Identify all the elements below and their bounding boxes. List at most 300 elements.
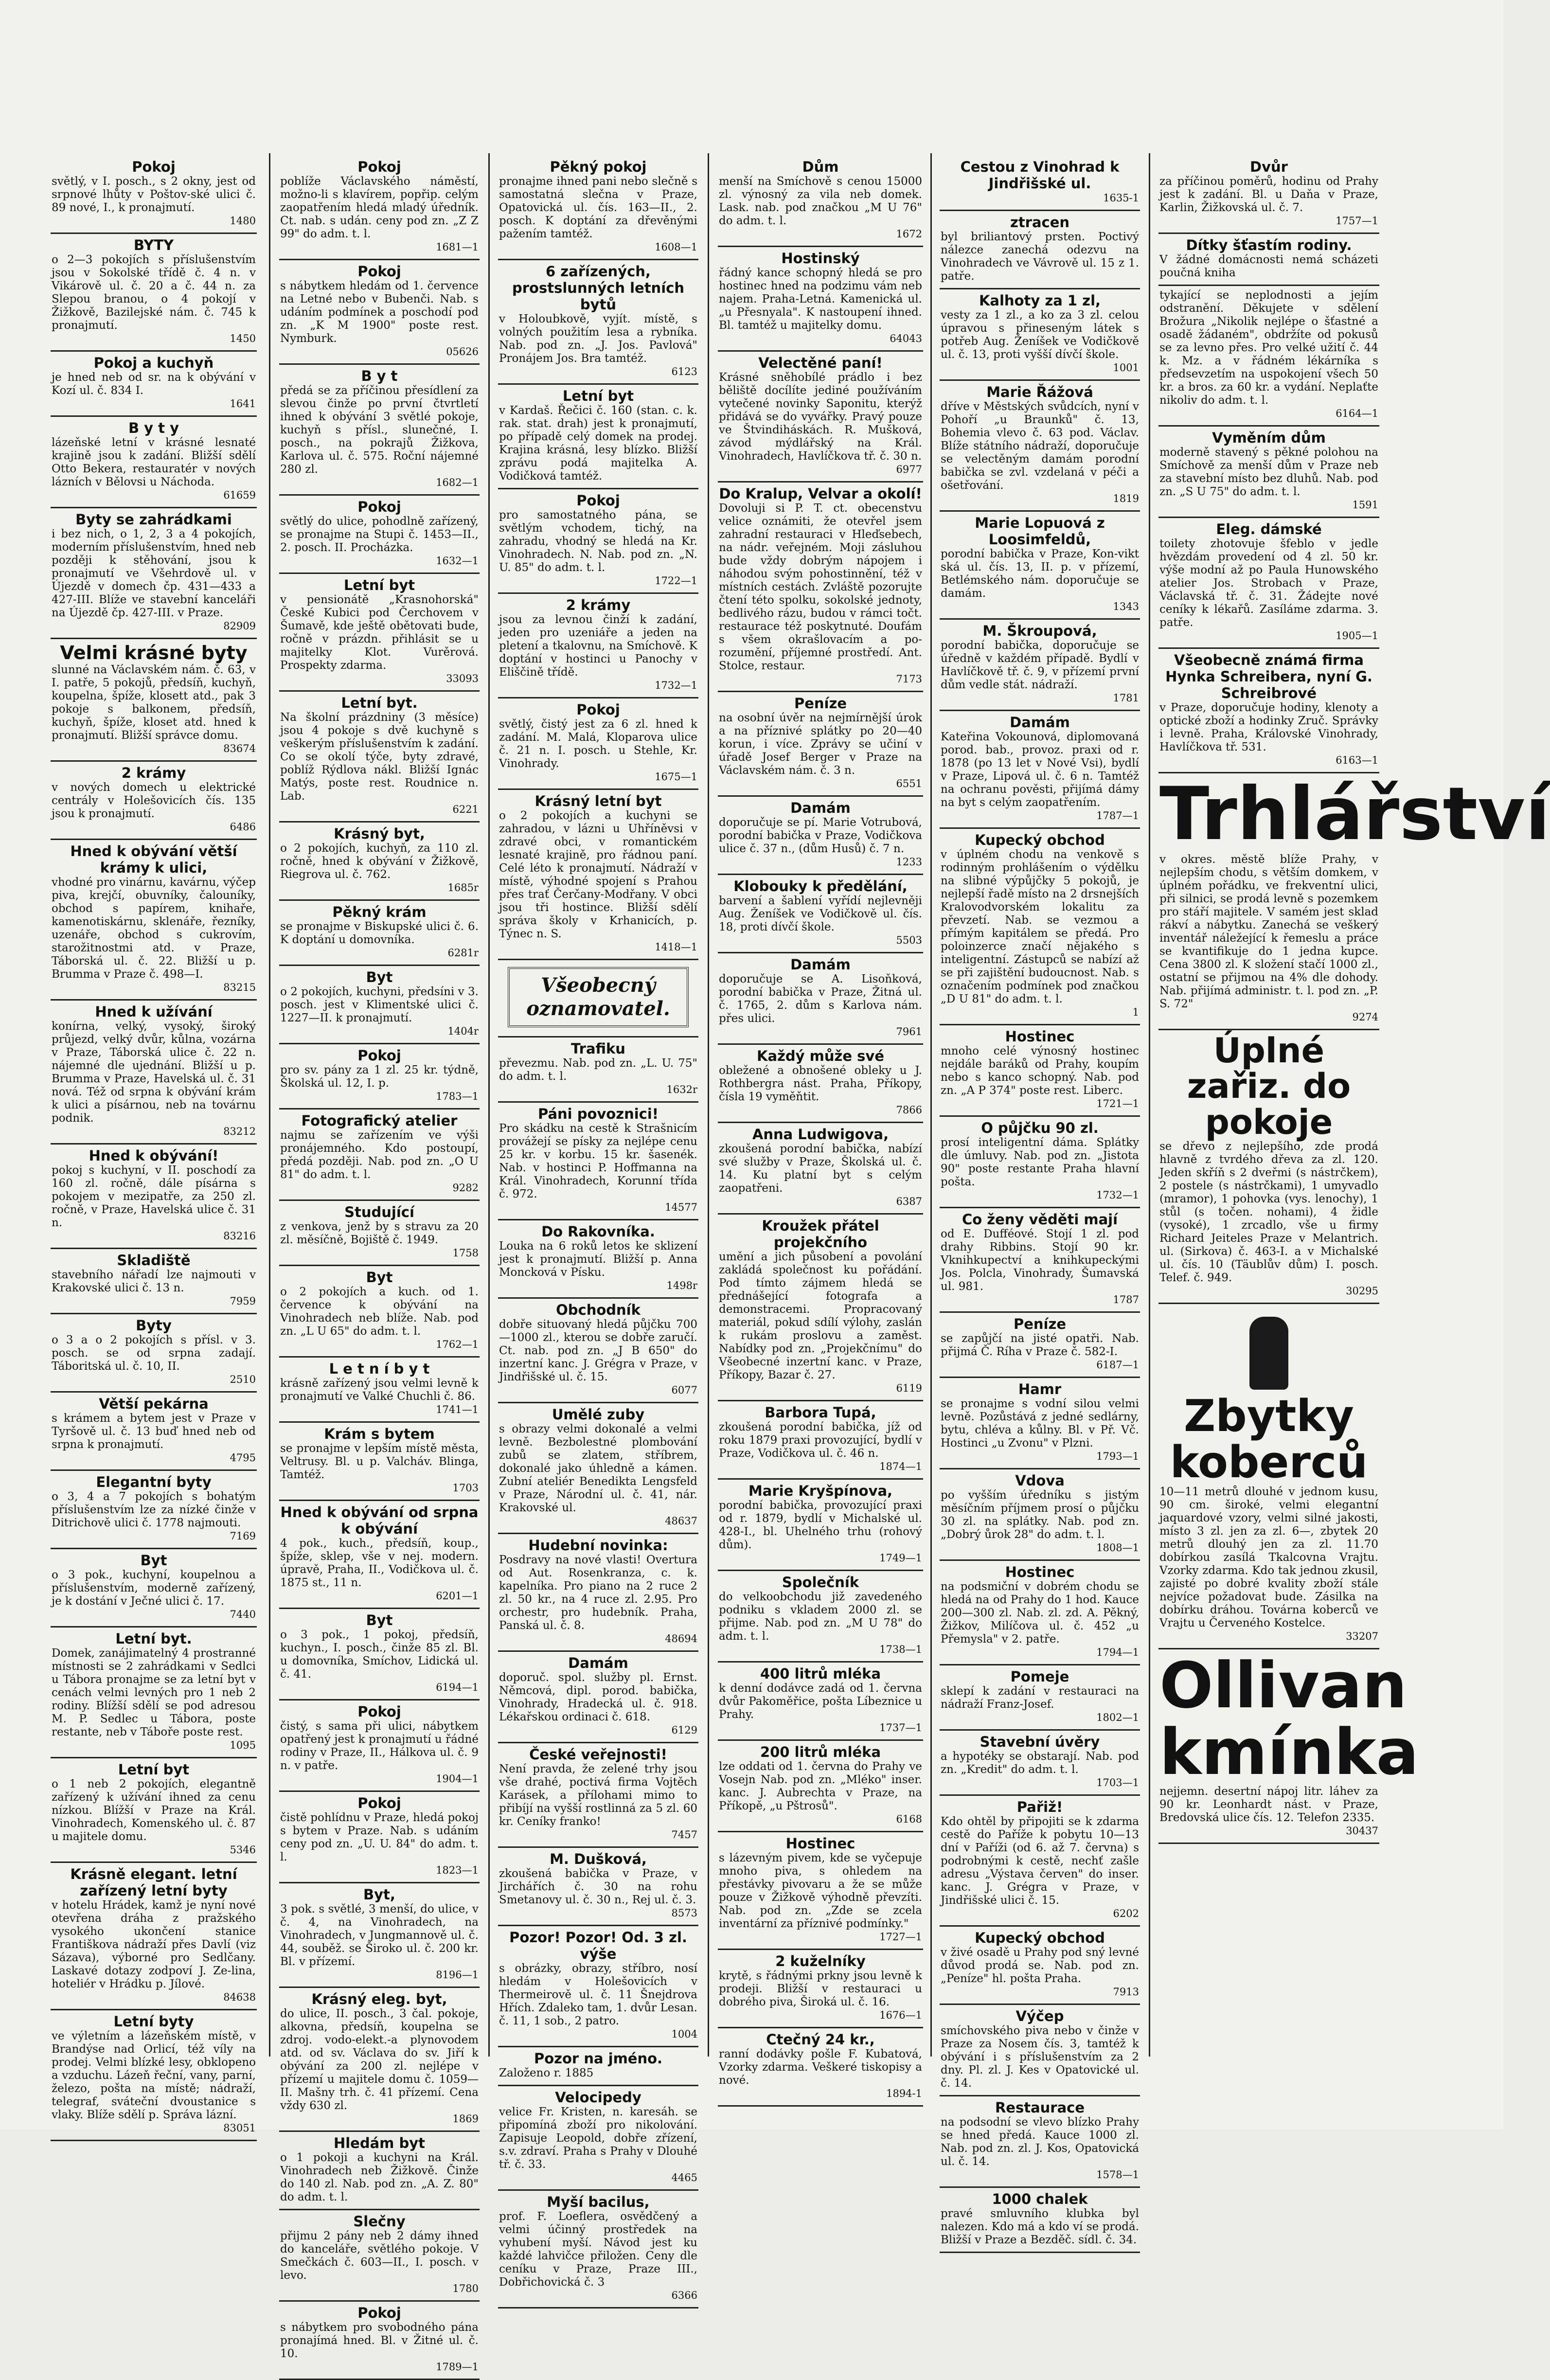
- ad-body: s nábytkem hledám od 1. července na Letné nebo v Bubenči. Nab. s udáním podmínek a poschodí pod zn. „K M 1900" poste rest. Nymburk.: [280, 280, 479, 345]
- ad-heading: ztracen: [1010, 214, 1070, 231]
- classified-ad: [51, 840, 257, 1001]
- classified-ad: [1158, 156, 1379, 234]
- ad-reference-number: 2510: [230, 1374, 256, 1385]
- classified-ad: [498, 698, 698, 790]
- ad-reference-number: 1741—1: [436, 1404, 479, 1415]
- ad-heading: Letní byt: [562, 388, 634, 404]
- ad-heading: Pokoj: [357, 1047, 401, 1064]
- ad-heading: Hamr: [1018, 1381, 1062, 1397]
- classified-ad: [498, 1743, 698, 1848]
- classified-ad: [498, 2191, 698, 2308]
- ad-body: zkoušená porodní babička, jíž od roku 1879 praxi provozující, bydlí v Praze, Vodičkova ul. č. 46 n.: [719, 1421, 922, 1460]
- ad-heading: L e t n í b y t: [329, 1360, 430, 1377]
- ad-body: v úplném chodu na venkově s rodinným prohlášením o výdělku na slibné výpůjčky 5 pokojů, je nejlepší řadě místo na 2 drsnejších Kralovodvorském lokalitu za převzetí. Nab. se vezmou a přímým kapitálem se předá. Pro poloinzerce značí nějakého s inteligentní. Zástupců se nabízí až se při zajištění budoucnost. Nab. s označením podmínek pod značkou „D U 81" do adm. t. l.: [941, 848, 1139, 1005]
- classified-ad: [279, 1201, 480, 1266]
- ad-body: dobře situovaný hledá půjčku 700—1000 zl., kterou se dobře zaručí. Ct. nab. pod zn. „J B 650" do inzertní kanc. J. Grégra v Praze, v Jindřišské ul. č. 15.: [499, 1318, 697, 1383]
- classified-ad: [51, 1249, 257, 1314]
- ad-reference-number: 61659: [223, 489, 256, 501]
- ad-body: o 3 a o 2 pokojích s přísl. v 3. posch. se od srpna zadají. Táboritská ul. č. 10, II.: [52, 1334, 256, 1373]
- classified-ad: [718, 1950, 923, 2028]
- classified-ad: [498, 1534, 698, 1652]
- ad-heading: Zbytky koberců: [1170, 1391, 1368, 1488]
- ad-reference-number: 5503: [896, 934, 922, 946]
- ad-reference-number: 4795: [230, 1452, 256, 1464]
- ad-body: o 2 pokojích, kuchyni, předsíni v 3. posch. jest v Klimentské ulici č. 1227—II. k pronajmutí.: [280, 985, 479, 1024]
- ad-body: toilety zhotovuje šfeblo v jedle hvězdám provedení od 4 zl. 50 kr. výše modní až po Paula Hunowského atelier Jos. Strobach v Praze, Václavská tř. č. 31. Žádejte nové ceníky k lékařů. Zasíláme zdarma. 3. patře.: [1159, 537, 1378, 629]
- ad-reference-number: 6119: [896, 1382, 922, 1394]
- ad-reference-number: 1757—1: [1336, 215, 1378, 227]
- ad-heading: Hostinec: [1005, 1028, 1075, 1045]
- ad-reference-number: 6201—1: [436, 1590, 479, 1602]
- ad-heading: Do Rakovníka.: [541, 1223, 655, 1240]
- ad-body: krytě, s řádnými prkny jsou levně k prodeji. Bližší v restauraci u dobrého piva, Široká ul. č. 16.: [719, 1969, 922, 2008]
- ad-heading: Úplné zařiz. do pokoje: [1187, 1030, 1351, 1142]
- classified-ad: [718, 953, 923, 1045]
- pointing-hand-icon: [1249, 1317, 1288, 1390]
- ad-body: porodní babička, doporučuje se úředně v každém případě. Bydlí v Havlíčkově tř. č. 9, v přízemí první dům vedle stát. nádraží.: [941, 639, 1139, 691]
- ad-heading: Hledám byt: [333, 2135, 426, 2151]
- classified-ad: [51, 1314, 257, 1393]
- ad-reference-number: 84638: [223, 1991, 256, 2003]
- ad-body: zkoušená porodní babička, nabízí své služby v Praze, Školská ul. č. 14. Ku platní byt s celým zaopatřeni.: [719, 1143, 922, 1195]
- ad-reference-number: 1450: [230, 333, 256, 344]
- ad-body: na podsmiční v dobrém chodu se hledá na od Prahy do 1 hod. Kauce 200—300 zl. Nab. zl. zd. A. Pěkný, Žižkov, Milíčova ul. č. 452 „u Přemysla" v 2. patře.: [941, 1580, 1139, 1646]
- classified-ad: [718, 156, 923, 247]
- classified-ad: [718, 797, 923, 875]
- classified-ad: [940, 711, 1140, 829]
- classified-ad: [718, 1741, 923, 1832]
- ad-reference-number: 7959: [230, 1295, 256, 1307]
- ad-reference-number: 1418—1: [655, 941, 697, 953]
- classified-ad: [51, 1001, 257, 1145]
- ad-reference-number: 8196—1: [436, 1969, 479, 1981]
- ad-reference-number: 83051: [223, 2122, 256, 2134]
- classified-ad: [279, 1792, 480, 1883]
- ad-heading: 2 krámy: [566, 597, 631, 613]
- classified-ad: [51, 352, 257, 417]
- ad-heading: Hned k obývání větší krámy k ulici,: [70, 843, 237, 876]
- ad-body: ranní dodávky pošle F. Kubatová, Vzorky zdarma. Veškeré tiskopisy a nové.: [719, 2048, 922, 2087]
- ad-heading: Obchodník: [556, 1302, 641, 1318]
- ad-reference-number: 6168: [896, 1813, 922, 1825]
- ad-reference-number: 30437: [1346, 1825, 1378, 1837]
- ad-column-4: [711, 156, 930, 2099]
- ad-heading: Dítky šťastím rodiny.: [1186, 237, 1352, 253]
- ad-body: přijmu 2 pány neb 2 dámy ihned do kanceláře, světlého pokoje. V Smečkách č. 603—II., I. posch. v levo.: [280, 2230, 479, 2282]
- ad-reference-number: 1808—1: [1096, 1542, 1139, 1554]
- ad-body: pro samostatného pána, se světlým vchodem, tichý, na zahradu, vhodný se hledá na Kr. Vinohradech. N. Nab. pod zn. „N. U. 85" do adm. t. l.: [499, 509, 697, 574]
- ad-body: lázeňské letní v krásné lesnaté krajině jsou k zadání. Bližší sdělí Otto Bekera, restauratér v nových lázních v Bělovsi u Náchoda.: [52, 436, 256, 488]
- ad-heading: Myší bacilus,: [547, 2194, 650, 2210]
- classified-ad: [498, 1403, 698, 1534]
- ad-heading: Byt: [366, 1612, 393, 1628]
- ad-reference-number: 6486: [230, 821, 256, 833]
- ad-body: o 3 pok., 1 pokoj, předsíň, kuchyn., I. posch., činže 85 zl. Bl. u domovníka, Smíchov, Lidická ul. č. 41.: [280, 1628, 479, 1681]
- ad-body: jsou za levnou činží k zadání, jeden pro uzeniáře a jeden na pletení a tkalovnu, na Smíchově. K doptání v hostinci u Panochy v Eliščině třídě.: [499, 613, 697, 679]
- ad-heading: Dvůr: [1250, 159, 1288, 175]
- classified-ad: [718, 2028, 923, 2107]
- classified-ad: [279, 1266, 480, 1358]
- ad-reference-number: 6194—1: [436, 1682, 479, 1693]
- ad-heading: Studující: [344, 1204, 414, 1220]
- ad-reference-number: 1749—1: [879, 1552, 922, 1564]
- ad-heading: Výčep: [1016, 2008, 1064, 2024]
- ad-heading: Krásný letní byt: [534, 793, 662, 809]
- ad-body: Kdo ohtěl by připojiti se k zdarma cestě do Paříže k pobytu 10—13 dní v Paříži (od 6. až 7. června) s podrobnými k cestě, nechť zašle adresu „Výstava červen" do inser. kanc. J. Grégra v Praze, v Jindřišské ulici č. 15.: [941, 1815, 1139, 1907]
- ad-heading: Damám: [568, 1655, 628, 1671]
- ad-body: velice Fr. Kristen, n. karesáh. se připomíná zboží pro nikolování. Zapisuje Leopold, dobře zřízení, s.v. zdraví. Praha s Prahy v Dlouhé tř. č. 33.: [499, 2106, 697, 2171]
- ad-reference-number: 7173: [896, 673, 922, 685]
- ad-body: o 2 pokojích a kuch. od 1. července k obývání na Vinohradech neb blíže. Nab. pod zn. „L U 65" do adm. t. l.: [280, 1286, 479, 1338]
- ad-body: světlý, v I. posch., s 2 okny, jest od srpnové lhůty v Poštov-ské ulici č. 89 nové, I., k pronajmutí.: [52, 175, 256, 214]
- ad-heading: Fotografický atelier: [301, 1112, 458, 1129]
- ad-heading: Cestou z Vinohrad k Jindřišské ul.: [960, 159, 1120, 192]
- ad-heading: Pokoj: [357, 159, 401, 175]
- classified-ad: [718, 1571, 923, 1663]
- ad-reference-number: 1004: [671, 2028, 697, 2040]
- ad-heading: Umělé zuby: [552, 1406, 645, 1423]
- ad-heading: Pozor! Pozor! Od. 3 zl. výše: [509, 1929, 687, 1962]
- ad-body: mnoho celé výnosný hostinec nejdále baráků od Prahy, koupím nebo s kanco schopný. Nab. pod zn. „A P 374" poste rest. Liberc.: [941, 1045, 1139, 1097]
- ad-heading: Byty: [136, 1317, 172, 1334]
- ad-column-3: [491, 156, 705, 2301]
- ad-heading: Marie Kryšpínova,: [748, 1483, 893, 1499]
- ad-body: obležené a obnošené obleky u J. Rothbergra nást. Praha, Příkopy, čísla 19 vyměňtit.: [719, 1064, 922, 1103]
- ad-reference-number: 05626: [446, 346, 479, 358]
- classified-ad: [51, 1471, 257, 1549]
- ad-heading: Společník: [782, 1574, 859, 1591]
- classified-ad: [51, 2010, 257, 2141]
- classified-ad: [279, 901, 480, 966]
- ad-body: předá se za příčinou přesídlení za slevou činže po první čtvrtletí ihned k obývání 3 světlé pokoje, kuchyň s přísl., slunečné, I. posch., na pokrajů Žižkova, Karlova ul. č. 575. Roční nájemné 280 zl.: [280, 384, 479, 476]
- classified-ad: [1158, 518, 1379, 649]
- classified-ad: [940, 381, 1140, 512]
- ad-body: Založeno r. 1885: [499, 2067, 594, 2079]
- ad-body: v okres. městě blíže Prahy, v nejlepším chodu, s větším domkem, v úplném pořádku, ve frekventní ulici, při silnici, se prodá levně s pozemkem pro stáří majitele. V samém jest sklad rákví a nábytku. Zanechá se veškerý inventář náležející k řemeslu a práce se kvantifikuje do 1 jedna kupce. Cena 3800 zl. K složení stačí 1000 zl., ostatní se přijmou na 4% dle dohody. Nab. přijímá administr. t. l. pod zn. „P. S. 72": [1159, 853, 1378, 1010]
- ad-reference-number: 83674: [223, 743, 256, 754]
- classified-ad: [718, 352, 923, 483]
- ad-reference-number: 1727—1: [879, 1931, 922, 1943]
- classified-ad: [498, 594, 698, 698]
- classified-ad: [1158, 1304, 1379, 1649]
- classified-ad: [940, 620, 1140, 711]
- ad-body: v Praze, doporučuje hodiny, klenoty a optické zboží a hodinky Zruč. Správky i levně. Praha, Královské Vinohrady, Havlíčkova tř. 531.: [1159, 701, 1378, 753]
- classified-ad: [279, 966, 480, 1044]
- ad-body: po vyšším úředníku s jistým měsíčním příjmem prosí o půjčku 30 zl. na splátky. Nab. pod zn. „Dobrý ůrok 28" do adm. t. l.: [941, 1489, 1139, 1541]
- classified-ad: [279, 2210, 480, 2302]
- classified-ad: [498, 790, 698, 960]
- classified-ad: [718, 692, 923, 797]
- ad-reference-number: 6163—1: [1336, 754, 1378, 766]
- classified-ad: [279, 365, 480, 496]
- ad-body: dříve v Městských svůdcích, nyní v Pohoří „u Braunků" č. 13, Bohemia vlevo č. 63 pod. Václav. Blíže státního nádraží, doporučuje se velectěným damám porodní babička se zvl. vzdelaná v péči a ošetřování.: [941, 400, 1139, 492]
- ad-body: s obrázky, obrazy, stříbro, nosí hledám v Holešovicích v Thermeirově ul. č. 11 Šnejdrova Hřích. Zdaleko tam, 1. dvůr Lesan. č. 11, 1 sob., 2 patro.: [499, 1962, 697, 2027]
- ad-heading: Byt: [140, 1552, 167, 1569]
- ad-body: za příčinou poměrů, hodinu od Prahy jest k zadání. Bl. u Daňa v Praze, Karlin, Žižkovská ul. č. 7.: [1159, 175, 1378, 214]
- ad-heading: Pařiž!: [1016, 1799, 1063, 1815]
- ad-reference-number: 8573: [671, 1907, 697, 1919]
- ad-reference-number: 1793—1: [1096, 1450, 1139, 1462]
- classified-ad: [718, 875, 923, 953]
- ad-heading: Hned k obývání od srpna k obývání: [280, 1504, 479, 1537]
- ad-reference-number: 6387: [896, 1196, 922, 1207]
- classified-ad: [718, 483, 923, 692]
- column-rule: [930, 153, 932, 2057]
- ad-heading: Pokoj: [132, 159, 176, 175]
- classified-ad: [279, 1044, 480, 1109]
- ad-reference-number: 1780: [452, 2283, 479, 2294]
- classified-ad: [279, 1109, 480, 1201]
- classified-ad: [940, 156, 1140, 211]
- ad-heading: 400 litrů mléka: [760, 1665, 881, 1682]
- ad-heading: Byt: [366, 1269, 393, 1286]
- ad-heading: Dům: [802, 159, 839, 175]
- ad-heading: Letní byt: [343, 577, 415, 593]
- ad-body: umění a jich působení a povolání zakládá společnost ku pořádání. Pod tímto zájmem hledá se přednášející fotografa a demonstracemi. Propracovaný materiál, pokud sdílí výlohy, zaslán k rukám proslovu a zaměst. Nabídky pod zn. „Projekčnímu" do Všeobecné inzertní kanc. v Praze, Příkopy, Bazar č. 27.: [719, 1251, 922, 1381]
- classified-ad: [51, 1628, 257, 1758]
- ad-body: Na školní prázdniny (3 měsíce) jsou 4 pokoje s dvě kuchyně s veškerým příslušenstvím k zadání. Co se okolí týče, byty zdravé, poblíž Rýdlova nákl. Bližší Ignác Matýs, poste rest. Roudnice n. Lab.: [280, 711, 479, 803]
- ad-reference-number: 6202: [1113, 1908, 1139, 1919]
- classified-ad: [940, 1313, 1140, 1378]
- classified-ad: [279, 1358, 480, 1423]
- ad-reference-number: 1685r: [447, 882, 479, 894]
- ad-reference-number: 1233: [896, 856, 922, 868]
- ad-body: slunné na Václavském nám. č. 63, v I. patře, 5 pokojů, předsíň, kuchyň, koupelna, špíže, klosett atd., pak 3 pokoje s balkonem, předsíň, kuchyň, špíže, kloset atd. hned k pronajmutí. Bližší správce domu.: [52, 663, 256, 742]
- classified-ad: [718, 247, 923, 352]
- classified-ad: [279, 156, 480, 260]
- ad-body: o 1 neb 2 pokojích, elegantně zařízený k užívání ihned za cenu nízkou. Blížší v Praze na Král. Vinohradech, Komenského ul. č. 87 u majitele domu.: [52, 1778, 256, 1843]
- ad-reference-number: 30295: [1346, 1285, 1378, 1297]
- ad-reference-number: 1404r: [447, 1025, 479, 1037]
- ad-reference-number: 1632—1: [436, 555, 479, 567]
- classified-ad: [1158, 286, 1379, 427]
- ad-body: konírna, velký, vysoký, široký průjezd, velký dvůr, kůlna, vozárna v Praze, Táborská ulice č. 22 n. nájemné dle ujednání. Bližší u p. Brumma v Praze, Havelská ul. č. 31 nová. Též od srpna k obývání krám k ulici a písárnou, neb na továrnu podnik.: [52, 1020, 256, 1125]
- ad-heading: O půjčku 90 zl.: [981, 1120, 1099, 1136]
- ad-heading: Pomeje: [1010, 1668, 1069, 1685]
- ad-reference-number: 64043: [890, 333, 922, 344]
- ad-reference-number: 6977: [896, 464, 922, 475]
- ad-body: doporuč. spol. služby pl. Ernst. Němcová, dipl. porod. babička, Vinohrady, Hradecká ul. č. 918. Lékařskou ordinaci č. 618.: [499, 1671, 697, 1723]
- ad-body: o 3, 4 a 7 pokojích s bohatým příslušenstvím lze za nízké činže v Ditrichově ulici č. 1778 najmouti.: [52, 1490, 256, 1529]
- ad-body: se zapůjčí na jisté opatři. Nab. přijmá Č. Ríha v Praze č. 582-I.: [941, 1332, 1139, 1358]
- classified-ad: [279, 1609, 480, 1700]
- ad-heading: Vyměním dům: [1212, 429, 1326, 446]
- ad-reference-number: 1498r: [666, 1280, 697, 1291]
- ad-body: vesty za 1 zl., a ko za 3 zl. celou úpravou s přineseným látek s potřeb Aug. Ženíšek ve Vodičkově ul. č. 13, proti vyšší dívčí škole.: [941, 309, 1139, 361]
- ad-heading: Marie Řážová: [986, 384, 1093, 400]
- ad-heading: Byty se zahrádkami: [75, 511, 232, 528]
- ad-body: čistě pohlídnu v Praze, hledá pokoj s bytem v Praze. Nab. s udáním ceny pod zn. „U. U. 84" do adm. t. l.: [280, 1811, 479, 1863]
- classified-ad: [940, 512, 1140, 620]
- ad-reference-number: 6281r: [447, 947, 479, 959]
- ad-reference-number: 1738—1: [879, 1644, 922, 1655]
- ad-heading: 2 krámy: [121, 765, 186, 781]
- ad-body: barvení a šablení vyřídí nejlevněji Aug. Ženíšek ve Vodičkově ul. čís. 18, proti dívčí škole.: [719, 895, 922, 933]
- ad-heading: Elegantní byty: [96, 1474, 212, 1490]
- ad-heading: Velectěné paní!: [758, 355, 883, 371]
- ad-reference-number: 6164—1: [1336, 408, 1378, 419]
- ad-heading: Trhlářství: [1159, 772, 1550, 857]
- ad-body: v pensionátě „Krasnohorská" České Kubici pod Čerchovem v Šumavě, kde ještě obětovati bude, ročně v prázdn. přihlásit se u majitelky Klot. Vurěrová. Prospekty zdarma.: [280, 593, 479, 672]
- ad-heading: Trafiku: [571, 1040, 625, 1057]
- classified-ad: [940, 1378, 1140, 1469]
- ad-reference-number: 1781: [1113, 692, 1139, 704]
- ad-heading: Damám: [790, 956, 851, 973]
- ad-heading: Anna Ludwigova,: [752, 1126, 889, 1143]
- classified-ad: [279, 1501, 480, 1609]
- classified-ad: [940, 211, 1140, 289]
- ad-body: s nábytkem pro svobodného pána pronajímá hned. Bl. v Žitné ul. č. 10.: [280, 2321, 479, 2360]
- classified-ad: [940, 1665, 1140, 1731]
- classified-ad: [498, 1299, 698, 1403]
- ad-heading: České veřejnosti!: [529, 1746, 667, 1763]
- ad-body: o 1 pokoji a kuchyni na Král. Vinohradech neb Žižkově. Činže do 140 zl. Nab. pod zn. „A. Z. 80" do adm. t. l.: [280, 2151, 479, 2203]
- ad-reference-number: 1635-1: [1103, 192, 1139, 204]
- ad-heading: Hned k obývání!: [89, 1147, 219, 1164]
- ad-heading: 1000 chalek: [992, 2191, 1088, 2207]
- classified-ad: [718, 1832, 923, 1950]
- ad-body: pro sv. pány za 1 zl. 25 kr. týdně, Školská ul. 12, I. p.: [280, 1064, 479, 1090]
- classified-ad: [498, 2086, 698, 2191]
- ad-body: převezmu. Nab. pod zn. „L. U. 75" do adm. t. l.: [499, 1057, 697, 1083]
- classified-ad: [1158, 1648, 1419, 1844]
- classified-ad: [279, 260, 480, 365]
- column-rule: [269, 153, 270, 2057]
- ad-reference-number: 1: [1132, 1006, 1139, 1018]
- classified-ad: [51, 417, 257, 508]
- classified-ad: [718, 1663, 923, 1741]
- ad-reference-number: 6551: [896, 778, 922, 789]
- ad-reference-number: 33207: [1346, 1630, 1378, 1642]
- ad-body: v živé osadě u Prahy pod sný levné důvod prodá se. Nab. pod zn. „Peníze" hl. pošta Praha.: [941, 1946, 1139, 1985]
- ad-reference-number: 6366: [671, 2290, 697, 2301]
- ad-heading: Krásně elegant. letní zařízený letní byty: [70, 1866, 237, 1899]
- ad-reference-number: 7913: [1113, 1986, 1139, 1998]
- ad-reference-number: 7440: [230, 1609, 256, 1620]
- ad-heading: Páni povoznici!: [537, 1106, 659, 1122]
- ad-reference-number: 1787: [1113, 1294, 1139, 1306]
- ad-body: moderně stavený s pěkné polohou na Smíchově za menší dům v Praze neb za stavební místo bez dluhů. Nab. pod zn. „S U 75" do adm. t. l.: [1159, 446, 1378, 498]
- ad-heading: Marie Lopuová z Loosimfeldů,: [975, 515, 1105, 548]
- ad-body: o 2 pokojích a kuchyni se zahradou, v lázni u Uhříněvsi v zdravé obci, v romantickém lesnaté krajině, pro řádnou paní. Celé léto k pronajmutí. Nádraží v místě, výhodné spojení s Prahou přes trať Čerčany-Modřany. V obci jsou tři hostince. Bližší sdělí správa školy v Krhanicích, p. Týnec n. S.: [499, 809, 697, 940]
- ad-body: a hypotéky se obstarají. Nab. pod zn. „Kredit" do adm. t. l.: [941, 1750, 1139, 1776]
- ad-reference-number: 1681—1: [436, 241, 479, 253]
- classified-ad: [51, 1145, 257, 1249]
- ad-body: najmu se zařízením ve výši pronájemného. Kdo postoupí, předá později. Nab. pod zn. „O U 81" do adm. t. l.: [280, 1129, 479, 1181]
- ad-body: o 2 pokojích, kuchyň, za 110 zl. ročně, hned k obývání v Žižkově, Riegrova ul. č. 762.: [280, 842, 479, 881]
- ad-body: s obrazy velmi dokonalé a velmi levně. Bezbolestné plombování zubů se zlatem, stříbrem, dokonalé jako úhledně a kámen. Zubní ateliér Benedikta Lengsfeld v Praze, Národní ul. č. 41, nár. Krakovské ul.: [499, 1423, 697, 1514]
- classified-ad: [1158, 427, 1379, 518]
- ad-heading: Klobouky k předělání,: [733, 878, 908, 895]
- ad-heading: Krám s bytem: [324, 1426, 435, 1442]
- ad-body: sklepí k zadání v restauraci na nádraží Franz-Josef.: [941, 1685, 1139, 1711]
- column-rule: [708, 153, 709, 2057]
- ad-body: v nových domech u elektrické centrály v Holešovicích čís. 135 jsou k pronajmutí.: [52, 781, 256, 820]
- ad-heading: Byt: [366, 969, 393, 985]
- ad-heading: 6 zařízených, prostslunných letních bytů: [512, 263, 684, 313]
- ad-heading: Pokoj: [576, 701, 620, 718]
- ad-reference-number: 1905—1: [1336, 630, 1378, 642]
- ad-body: je hned neb od sr. na k obývání v Kozí ul. č. 834 I.: [52, 371, 256, 397]
- ad-body: menší na Smíchově s cenou 15000 zl. výnosný za vila neb domek. Lask. nab. pod značkou „M U 76" do adm. t. l.: [719, 175, 922, 227]
- classified-ad: [51, 1393, 257, 1471]
- classified-ad: [940, 1208, 1140, 1313]
- ad-heading: Letní byt.: [341, 695, 418, 711]
- ad-body: na osobní úvěr na nejmírnější úrok a na příznivé splátky po 20—40 korun, i více. Zprávy se učiní v úřadě Josef Berger v Praze na Václavském nám. č. 3 n.: [719, 712, 922, 777]
- ad-reference-number: 1874—1: [879, 1461, 922, 1472]
- ad-reference-number: 1675—1: [655, 771, 697, 783]
- ad-reference-number: 7961: [896, 1026, 922, 1038]
- ad-heading: Restaurace: [995, 2099, 1085, 2116]
- ad-heading: Hudební novinka:: [528, 1537, 668, 1554]
- ad-heading: B y t y: [128, 420, 179, 436]
- ad-body: Pro skádku na cestě k Strašnicím provážejí se písky za nejlépe cenu 25 kr. v korbu. 15 kr. šasenék. Nab. v hostinci P. Hoffmanna na Král. Vinohradech, Korunní třída č. 972.: [499, 1122, 697, 1200]
- ad-heading: Každý může své: [756, 1048, 885, 1064]
- ad-reference-number: 6129: [671, 1724, 697, 1736]
- ad-reference-number: 82909: [223, 620, 256, 632]
- classified-ad: [940, 1796, 1140, 1927]
- ad-reference-number: 1794—1: [1096, 1646, 1139, 1658]
- ad-body: v hotelu Hrádek, kamž je nyní nové otevřena dráha z pražského vysokého ukončení stanice Františkova nádraží přes Davlí (viz Sázava), výborné pro Sedlčany. Laskavé dotazy zodpoví J. Ze-lina, hoteliér v Hrádku p. Jílové.: [52, 1899, 256, 1990]
- ad-body: i bez nich, o 1, 2, 3 a 4 pokojích, moderním příslušenstvím, hned neb později k stěhování, jsou k pronajmutí ve Všehrdově ul. v Újezdě v domech čp. 431—433 a 427-III. Blíže ve stavební kanceláři na Újezdě čp. 427-III. v Praze.: [52, 528, 256, 619]
- ad-reference-number: 9274: [1352, 1011, 1378, 1023]
- ad-heading: Velmi krásné byty: [60, 642, 248, 663]
- ad-body: lze oddati od 1. června do Prahy ve Vosejn Nab. pod zn. „Mléko" inser. kanc. J. Aubrechta v Praze, na Příkopě, „u Pštrosů".: [719, 1760, 922, 1812]
- ad-reference-number: 1789—1: [436, 2361, 479, 2373]
- classified-ad: [498, 1103, 698, 1220]
- ad-reference-number: 1721—1: [1096, 1098, 1139, 1109]
- ad-heading: Kroužek přátel projekčního: [762, 1217, 879, 1251]
- ad-heading: Stavební úvěry: [980, 1734, 1100, 1750]
- ad-reference-number: 1737—1: [879, 1722, 922, 1734]
- classified-ad: [940, 1561, 1140, 1665]
- ad-reference-number: 1343: [1113, 601, 1139, 612]
- ad-body: V žádné domácnosti nemá scházeti poučná kniha: [1159, 253, 1378, 279]
- ad-reference-number: 6077: [671, 1384, 697, 1396]
- classified-ad: [279, 1883, 480, 1988]
- ad-heading: Letní byty: [113, 2013, 194, 2030]
- classified-ad: [279, 1700, 480, 1792]
- classified-ad: [498, 2047, 698, 2086]
- classified-ad: [940, 1025, 1140, 1117]
- ad-reference-number: 48694: [665, 1633, 697, 1645]
- ad-reference-number: 1095: [230, 1739, 256, 1751]
- ad-body: nejjemn. desertní nápoj litr. láhev za 90 kr. Leonhardt nást. v Praze, Bredovská ulice čís. 12. Telefon 2335.: [1159, 1785, 1378, 1824]
- classified-ad: [279, 2302, 480, 2380]
- ad-reference-number: 1904—1: [436, 1773, 479, 1785]
- ad-reference-number: 48637: [665, 1515, 697, 1527]
- classified-ad: [718, 1215, 923, 1401]
- classified-ad: [940, 2096, 1140, 2188]
- ad-heading: Skladiště: [117, 1252, 191, 1269]
- ad-body: se pronajme v lepším místě města, Veltrusy. Bl. u p. Valcháv. Blinga, Tamtéž.: [280, 1442, 479, 1481]
- ad-heading: Ollivan kmínka: [1159, 1648, 1419, 1789]
- ad-body: vhodné pro vinárnu, kavárnu, výčep piva, krejčí, obuvníky, čalouníky, obchod s papírem, knihaře, kamenotiskárnu, sklenáře, řezníky, uzenáře, obchod s cukrovím, starožitnostmi atd. v Praze, Táborská ul. č. 22. Bližší u p. Brumma v Praze č. 498—I.: [52, 876, 256, 981]
- ad-reference-number: 83216: [223, 1230, 256, 1242]
- ad-reference-number: 1703: [452, 1482, 479, 1494]
- ad-reference-number: 9282: [452, 1182, 479, 1194]
- ad-heading: Hostinec: [1005, 1564, 1075, 1580]
- classified-ad: [279, 1423, 480, 1501]
- ad-reference-number: 1732—1: [1096, 1189, 1139, 1201]
- ad-body: Krásné sněhobílé prádlo i bez běliště docílíte jediné používáním vytečené novinky Saponitu, kterýž přidává se do vyvářky. Pravý pouze ve Štvindiháskách. R. Mušková, závod mýdlářský na Král. Vinohradech, Havlíčkova tř. č. 30 n.: [719, 371, 922, 463]
- ad-body: krásně zařízený jsou velmi levně k pronajmutí ve Valké Chuchli č. 86.: [280, 1377, 479, 1403]
- ad-heading: Letní byt.: [115, 1630, 192, 1647]
- classified-ad: [940, 2188, 1140, 2253]
- ad-reference-number: 1682—1: [436, 477, 479, 488]
- ad-body: o 3 pok., kuchyní, koupelnou a příslušenstvím, moderně zařízený, je k dostání v Ječné ulici č. 17.: [52, 1569, 256, 1608]
- ad-body: doporučuje se A. Lisoňková, porodní babička v Praze, Žitná ul. č. 1765, 2. dům s Karlova nám. přes ulici.: [719, 973, 922, 1025]
